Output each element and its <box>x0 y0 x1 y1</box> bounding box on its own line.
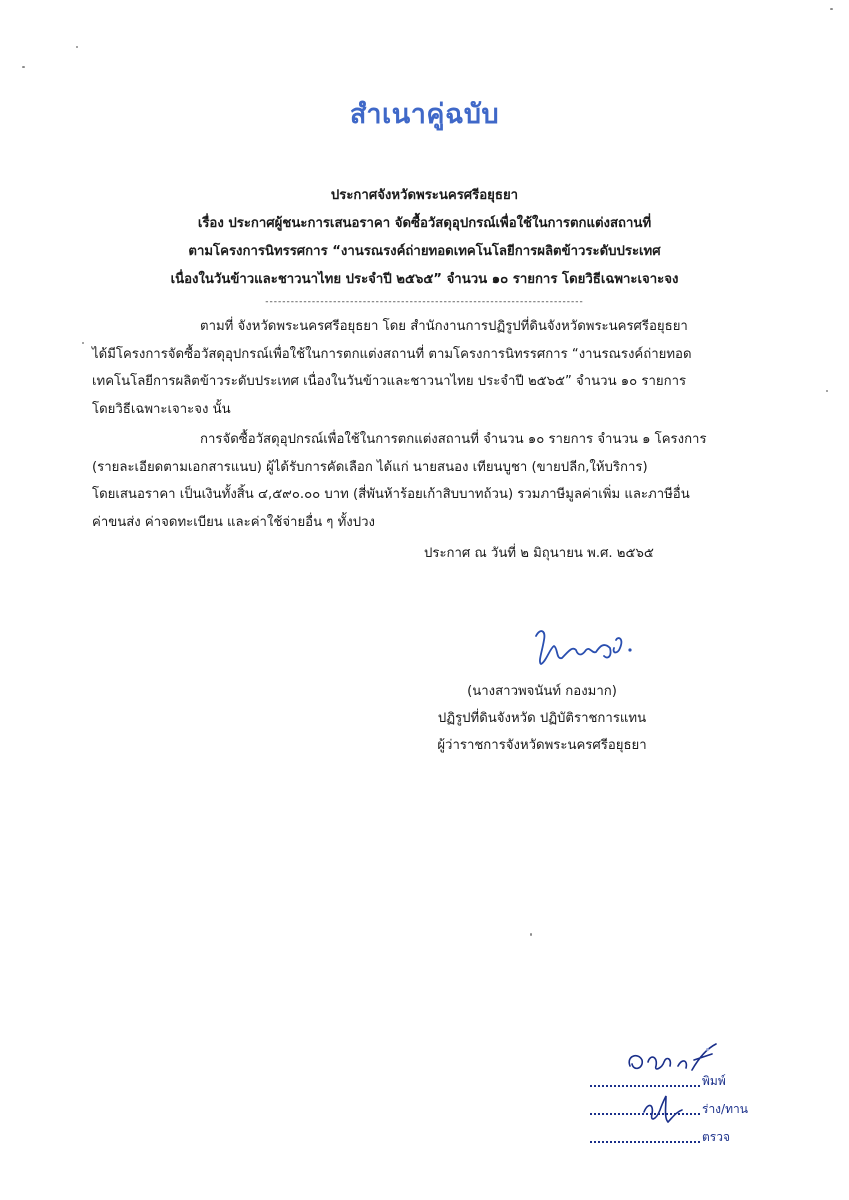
paragraph-line: (รายละเอียดตามเอกสารแนบ) ผู้ได้รับการคัดเลือก ได้แก่ นายสนอง เทียนบูชา (ขายปลีก,ให้บริการ) <box>92 459 648 475</box>
heading-line: ตามโครงการนิทรรศการ “งานรณรงค์ถ่ายทอดเทคโนโลยีการผลิตข้าวระดับประเทศ <box>188 244 661 259</box>
paragraph-line: โดยวิธีเฉพาะเจาะจง นั้น <box>92 401 231 417</box>
scan-speck <box>82 342 84 344</box>
check-label: ตรวจ <box>702 1130 731 1144</box>
draft-label: ร่าง/ทาน <box>702 1102 748 1116</box>
scan-speck <box>76 46 78 48</box>
paragraph-line: เทคโนโลยีการผลิตข้าวระดับประเทศ เนื่องในวันข้าวและชาวนาไทย ประจำปี ๒๕๖๕” จำนวน ๑๐ รายการ <box>92 374 687 389</box>
signatory-position: ปฏิรูปที่ดินจังหวัด ปฏิบัติราชการแทน <box>437 711 647 726</box>
heading-divider: --------------------------------------------------------------------------- <box>265 297 584 307</box>
dotted-line <box>590 1113 700 1115</box>
announcement-date: ประกาศ ณ วันที่ ๒ มิถุนายน พ.ศ. ๒๕๖๕ <box>424 546 654 561</box>
signatory-block <box>392 678 692 759</box>
paragraph-line: โดยเสนอราคา เป็นเงินทั้งสิ้น ๔,๕๙๐.๐๐ บาท (สี่พันห้าร้อยเก้าสิบบาทถ้วน) รวมภาษีมูลค่าเพิ่ม และภาษีอื่น <box>92 487 690 502</box>
drafted-by-row <box>590 1093 770 1121</box>
heading-line: เนื่องในวันข้าวและชาวนาไทย ประจำปี ๒๕๖๕” จำนวน ๑๐ รายการ โดยวิธีเฉพาะเจาะจง <box>170 272 679 287</box>
scan-speck <box>530 933 532 936</box>
signatory-name: (นางสาวพจนันท์ กองมาก) <box>467 684 617 699</box>
body-paragraph-1 <box>92 313 760 423</box>
announcement-heading <box>90 182 759 294</box>
handwritten-signature <box>532 626 642 670</box>
heading-line: เรื่อง ประกาศผู้ชนะการเสนอราคา จัดซื้อวัสดุอุปกรณ์เพื่อใช้ในการตกแต่งสถานที่ <box>197 216 652 231</box>
heading-line: ประกาศจังหวัดพระนครศรีอยุธยา <box>330 188 519 203</box>
paragraph-line: การจัดซื้อวัสดุอุปกรณ์เพื่อใช้ในการตกแต่งสถานที่ จำนวน ๑๐ รายการ จำนวน ๑ โครงการ <box>200 432 707 447</box>
paragraph-line: ได้มีโครงการจัดซื้อวัสดุอุปกรณ์เพื่อใช้ในการตกแต่งสถานที่ ตามโครงการนิทรรศการ “งานรณรงค์ถ่ายทอด <box>92 346 692 362</box>
paragraph-line: ตามที่ จังหวัดพระนครศรีอยุธยา โดย สำนักงานการปฏิรูปที่ดินจังหวัดพระนครศรีอยุธยา <box>200 319 688 334</box>
scan-speck <box>826 390 828 392</box>
scan-speck <box>706 1048 709 1051</box>
copy-stamp-title: สำเนาคู่ฉบับ <box>349 99 500 130</box>
typed-label: พิมพ์ <box>702 1074 726 1088</box>
body-paragraph-2 <box>92 426 760 536</box>
typed-by-row <box>590 1065 770 1093</box>
paragraph-line: ค่าขนส่ง ค่าจดทะเบียน และค่าใช้จ่ายอื่น ๆ ทั้งปวง <box>92 514 375 530</box>
scan-speck <box>830 8 833 10</box>
routing-footer <box>590 1065 770 1149</box>
checked-by-row <box>590 1121 770 1149</box>
dotted-line <box>590 1141 700 1143</box>
scan-speck <box>22 66 25 68</box>
dotted-line <box>590 1085 700 1087</box>
signatory-position: ผู้ว่าราชการจังหวัดพระนครศรีอยุธยา <box>437 738 647 753</box>
